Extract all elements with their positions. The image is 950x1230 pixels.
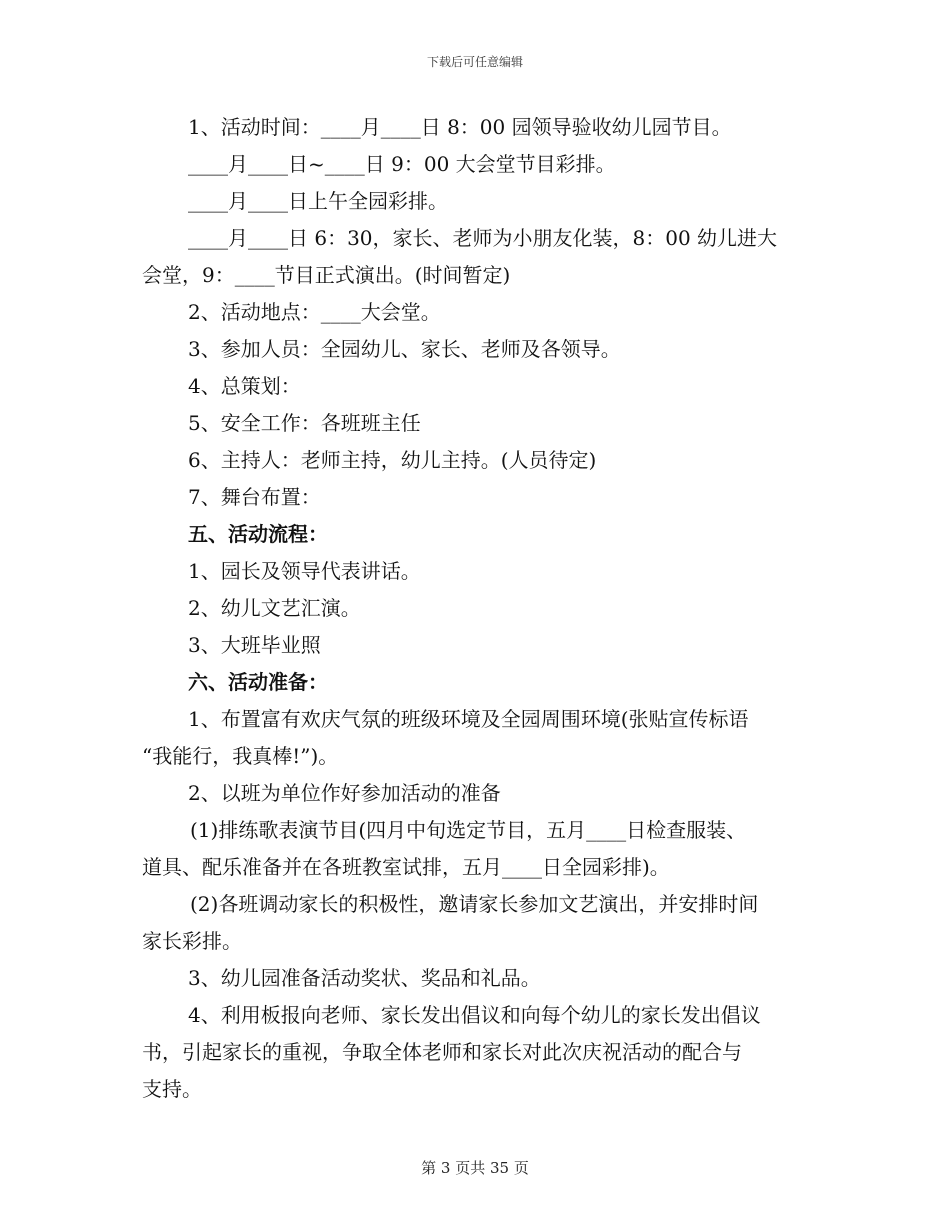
prep-item-4-cont: 书，引起家长的重视，争取全体老师和家长对此次庆祝活动的配合与 — [142, 1040, 742, 1064]
prep-item-1-cont: “我能行，我真棒!”)。 — [142, 744, 339, 768]
stage-line: 7、舞台布置： — [188, 485, 321, 509]
host-line: 6、主持人：老师主持，幼儿主持。(人员待定) — [188, 448, 597, 472]
prep-item-2: 2、以班为单位作好参加活动的准备 — [188, 781, 501, 805]
page-header: 下载后可任意编辑 — [426, 55, 523, 69]
page-number: 第 3 页共 35 页 — [421, 1159, 529, 1177]
schedule-line-1: 1、活动时间：____月____日 8：00 园领导验收幼儿园节目。 — [188, 115, 732, 139]
prep-item-3: 3、幼儿园准备活动奖状、奖品和礼品。 — [188, 966, 541, 990]
document-body — [142, 109, 812, 1108]
process-item-3: 3、大班毕业照 — [188, 633, 321, 657]
participants-line: 3、参加人员：全园幼儿、家长、老师及各领导。 — [188, 337, 621, 361]
venue-line: 2、活动地点：____大会堂。 — [188, 300, 441, 324]
section-heading-process: 五、活动流程： — [188, 522, 328, 546]
schedule-line-4-cont: 会堂，9：____节目正式演出。(时间暂定) — [142, 263, 511, 287]
safety-line: 5、安全工作：各班班主任 — [188, 411, 421, 435]
prep-item-1: 1、布置富有欢庆气氛的班级环境及全园周围环境(张贴宣传标语 — [188, 707, 749, 731]
planner-line: 4、总策划： — [188, 374, 301, 398]
schedule-line-4: ____月____日 6：30，家长、老师为小朋友化装，8：00 幼儿进大 — [188, 226, 778, 250]
prep-subitem-2: (2)各班调动家长的积极性，邀请家长参加文艺演出，并安排时间 — [190, 892, 759, 916]
process-item-1: 1、园长及领导代表讲话。 — [188, 559, 421, 583]
process-item-2: 2、幼儿文艺汇演。 — [188, 596, 361, 620]
schedule-line-2: ____月____日~____日 9：00 大会堂节目彩排。 — [188, 152, 616, 176]
section-heading-preparation: 六、活动准备： — [188, 670, 328, 694]
schedule-line-3: ____月____日上午全园彩排。 — [188, 189, 448, 213]
prep-item-4-end: 支持。 — [142, 1077, 202, 1101]
prep-subitem-1-cont: 道具、配乐准备并在各班教室试排，五月____日全园彩排)。 — [142, 855, 670, 879]
prep-subitem-2-cont: 家长彩排。 — [142, 929, 242, 953]
prep-item-4: 4、利用板报向老师、家长发出倡议和向每个幼儿的家长发出倡议 — [188, 1003, 761, 1027]
prep-subitem-1: (1)排练歌表演节目(四月中旬选定节目，五月____日检查服装、 — [190, 818, 747, 842]
